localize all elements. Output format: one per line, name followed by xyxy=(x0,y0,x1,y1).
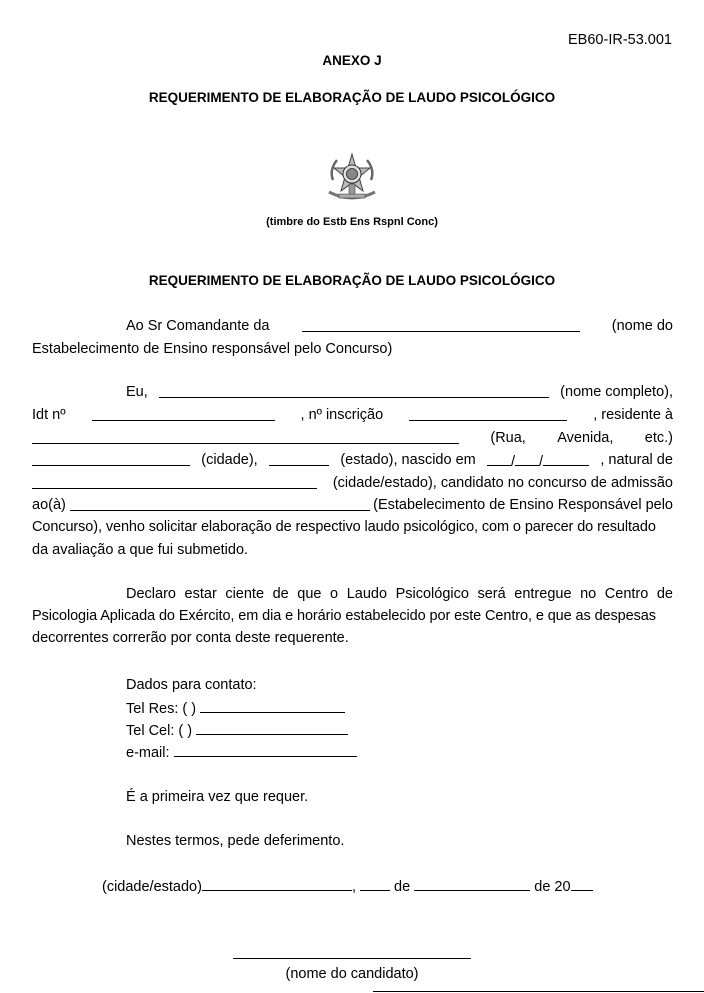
para3-line1: Declaro estar ciente de que o Laudo Psicológico será entregue no Centro de xyxy=(126,586,673,602)
comma: , xyxy=(351,879,356,895)
para2-line1 xyxy=(32,384,673,400)
contact-heading: Dados para contato: xyxy=(126,677,257,693)
email-row xyxy=(126,743,357,761)
ao-label: ao(à) xyxy=(32,497,66,513)
para1-after: (nome do xyxy=(611,318,673,334)
para1-line2: Estabelecimento de Ensino responsável pelo Concurso) xyxy=(32,341,393,357)
document-code: EB60-IR-53.001 xyxy=(568,32,672,48)
tel-res-row xyxy=(126,699,345,717)
avenida-label: Avenida, xyxy=(557,430,614,446)
natural-label: , natural de xyxy=(600,452,673,468)
letterhead-caption: (timbre do Estb Ens Rspnl Conc) xyxy=(266,216,438,228)
cidade-label: (cidade), xyxy=(201,452,258,468)
rua-label: (Rua, xyxy=(490,430,526,446)
commander-name-field[interactable] xyxy=(302,318,580,332)
cidade-estado-label: (cidade/estado), candidato no concurso de admissão xyxy=(332,475,673,491)
tel-cel-label: Tel Cel: ( ) xyxy=(126,723,193,739)
para2-line2 xyxy=(32,407,673,423)
residente-label: , residente à xyxy=(593,407,673,423)
signature-caption: (nome do candidato) xyxy=(285,966,419,982)
tel-res-label: Tel Res: ( ) xyxy=(126,701,197,717)
signature-line[interactable] xyxy=(233,958,471,959)
para2-line6 xyxy=(32,497,673,513)
state-field[interactable] xyxy=(269,452,329,466)
de-label-2: de 20 xyxy=(534,879,571,895)
para3-line2: Psicologia Aplicada do Exército, em dia e horário estabelecido por este Centro, e que as despesas xyxy=(32,608,656,624)
inscricao-label: , nº inscrição xyxy=(300,407,384,423)
city-field[interactable] xyxy=(32,452,190,466)
day-field[interactable] xyxy=(360,877,390,891)
date-line xyxy=(102,877,593,895)
tel-res-field[interactable] xyxy=(200,699,345,713)
estado-label: (estado), nascido em xyxy=(340,452,476,468)
footer-rule xyxy=(373,991,704,992)
place-label: (cidade/estado) xyxy=(102,879,202,895)
document-title: REQUERIMENTO DE ELABORAÇÃO DE LAUDO PSICOLÓGICO xyxy=(148,90,556,105)
birthplace-field[interactable] xyxy=(32,475,317,489)
para1-line1 xyxy=(32,318,673,334)
inscricao-field[interactable] xyxy=(409,407,567,421)
full-name-field[interactable] xyxy=(159,384,549,398)
month-field[interactable] xyxy=(414,877,530,891)
place-field[interactable] xyxy=(202,877,352,891)
section-title: REQUERIMENTO DE ELABORAÇÃO DE LAUDO PSICOLÓGICO xyxy=(148,273,556,288)
closing-statement: Nestes termos, pede deferimento. xyxy=(126,833,345,849)
idt-label: Idt nº xyxy=(32,407,66,423)
full-name-label: (nome completo), xyxy=(560,384,673,400)
street-field[interactable] xyxy=(32,430,459,444)
para2-line4 xyxy=(32,452,673,470)
tel-cel-row xyxy=(126,721,348,739)
para2-line7 xyxy=(32,519,673,535)
etc-label: etc.) xyxy=(644,430,673,446)
idt-field[interactable] xyxy=(92,407,275,421)
email-label: e-mail: xyxy=(126,745,170,761)
para3-line3: decorrentes correrão por conta deste requerente. xyxy=(32,630,349,646)
brazil-coat-of-arms-icon xyxy=(325,150,379,204)
para1-lead: Ao Sr Comandante da xyxy=(126,318,270,334)
de-label-1: de xyxy=(394,879,411,895)
tel-cel-field[interactable] xyxy=(196,721,348,735)
first-time-statement: É a primeira vez que requer. xyxy=(126,789,309,805)
school-field[interactable] xyxy=(70,497,370,511)
para2-line3 xyxy=(32,430,673,446)
para2-text-1: Concurso), venho solicitar elaboração de respectivo laudo psicológico, com o parecer do resultado xyxy=(32,519,656,535)
birthdate-field[interactable]: / / xyxy=(487,452,589,470)
estab-label: (Estabelecimento de Ensino Responsável pelo xyxy=(373,497,673,513)
eu-label: Eu, xyxy=(126,384,148,400)
year-field[interactable] xyxy=(571,877,593,891)
email-field[interactable] xyxy=(174,743,357,757)
para2-line5 xyxy=(32,475,673,491)
annex-label: ANEXO J xyxy=(322,53,382,68)
para2-line8: da avaliação a que fui submetido. xyxy=(32,542,249,558)
